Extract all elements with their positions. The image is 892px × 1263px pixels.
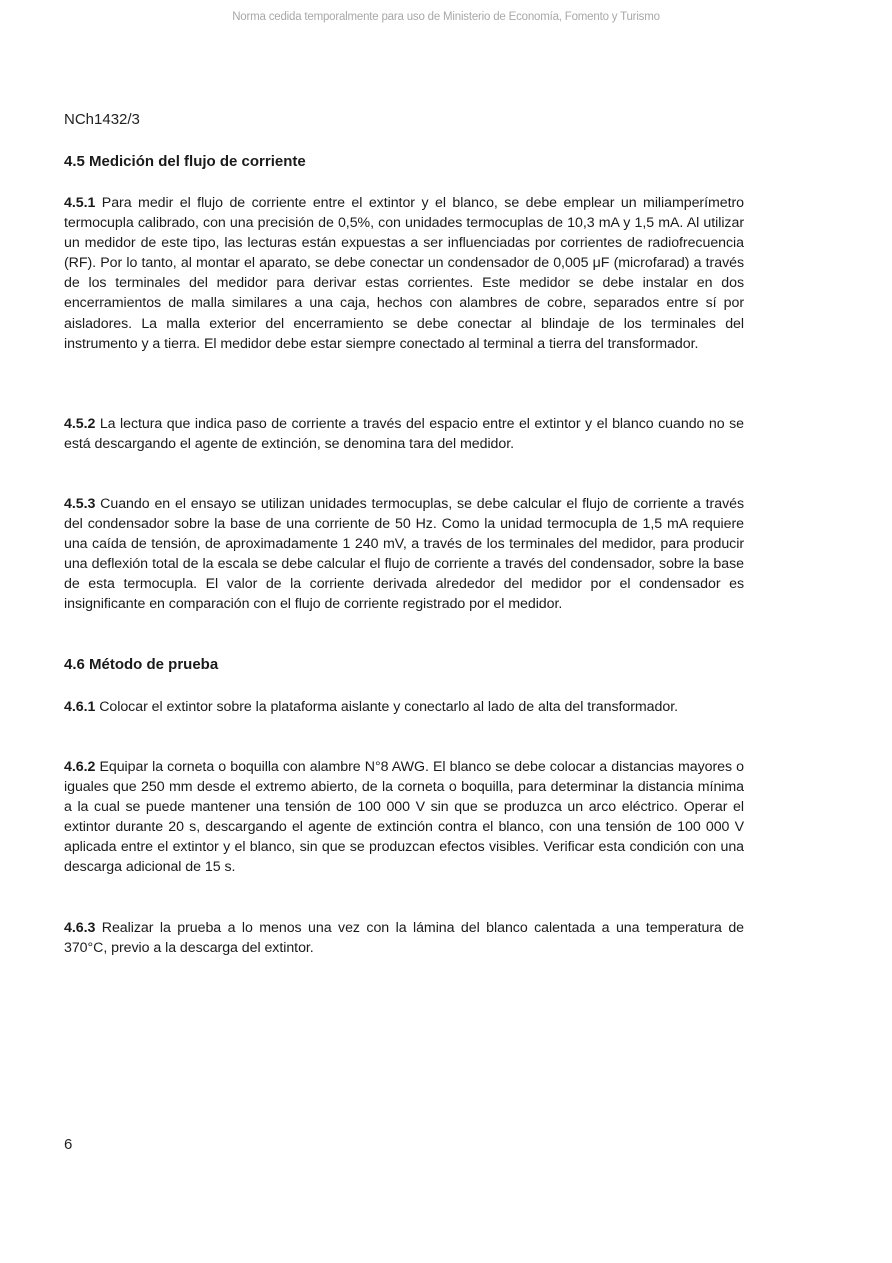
clause-number: 4.5.1 xyxy=(64,195,96,211)
paragraph-4-5-3 xyxy=(64,494,744,615)
clause-text: Equipar la corneta o boquilla con alambre N°8 AWG. El blanco se debe colocar a distancias mayores o iguales que 250 mm desde el extremo abierto, de la corneta o boquilla, para determinar la distancia mínima a la cual se puede mantener una tensión de 100 000 V sin que se produzca un arco eléctrico. Operar el extintor durante 20 s, descargando el agente de extinción contra el blanco, con una tensión de 100 000 V aplicada entre el extintor y el blanco, sin que se produzcan efectos visibles. Verificar esta condición con una descarga adicional de 15 s. xyxy=(64,759,744,876)
clause-number: 4.6.1 xyxy=(64,699,96,715)
page-number: 6 xyxy=(64,1136,73,1153)
clause-number: 4.6.2 xyxy=(64,759,96,775)
paragraph-4-6-2 xyxy=(64,757,744,878)
clause-text: Para medir el flujo de corriente entre el extintor y el blanco, se debe emplear un miliamperímetro termocupla calibrado, con una precisión de 0,5%, con unidades termocuplas de 10,3 mA y 1,5 mA. Al utilizar un medidor de este tipo, las lecturas están expuestas a ser influenciadas por corrientes de radiofrecuencia (RF). Por lo tanto, al montar el aparato, se debe conectar un condensador de 0,005 μF (microfarad) a través de los terminales del medidor para derivar estas corrientes. Este medidor se debe instalar en dos encerramientos de malla similares a una caja, hechos con alambres de cobre, separados entre sí por aisladores. La malla exterior del encerramiento se debe conectar al blindaje de los terminales del instrumento y a tierra. El medidor debe estar siempre conectado al terminal a tierra del transformador. xyxy=(64,195,744,352)
clause-text: Cuando en el ensayo se utilizan unidades termocuplas, se debe calcular el flujo de corriente a través del condensador sobre la base de una corriente de 50 Hz. Como la unidad termocupla de 1,5 mA requiere una caída de tensión, de aproximadamente 1 240 mV, a través de los terminales del medidor, para producir una deflexión total de la escala se debe calcular el flujo de corriente a través del condensador, sobre la base de esta termocupla. El valor de la corriente derivada alrededor del medidor por el condensador es insignificante en comparación con el flujo de corriente registrado por el medidor. xyxy=(64,496,744,613)
clause-number: 4.6.3 xyxy=(64,920,96,936)
section-title-4-5: 4.5 Medición del flujo de corriente xyxy=(64,153,306,170)
paragraph-4-6-1 xyxy=(64,697,744,717)
paragraph-4-6-3 xyxy=(64,918,744,958)
clause-number: 4.5.2 xyxy=(64,416,96,432)
clause-text: La lectura que indica paso de corriente a través del espacio entre el extintor y el blanco cuando no se está descargando el agente de extinción, se denomina tara del medidor. xyxy=(64,416,744,453)
watermark: Norma cedida temporalmente para uso de Ministerio de Economía, Fomento y Turismo xyxy=(232,11,660,23)
clause-text: Realizar la prueba a lo menos una vez con la lámina del blanco calentada a una temperatura de 370°C, previo a la descarga del extintor. xyxy=(64,920,744,957)
clause-number: 4.5.3 xyxy=(64,496,96,512)
clause-text: Colocar el extintor sobre la plataforma aislante y conectarlo al lado de alta del transformador. xyxy=(95,699,678,715)
paragraph-4-5-1 xyxy=(64,193,744,354)
paragraph-4-5-2 xyxy=(64,414,744,454)
section-title-4-6: 4.6 Método de prueba xyxy=(64,656,219,673)
document-code: NCh1432/3 xyxy=(64,111,140,128)
